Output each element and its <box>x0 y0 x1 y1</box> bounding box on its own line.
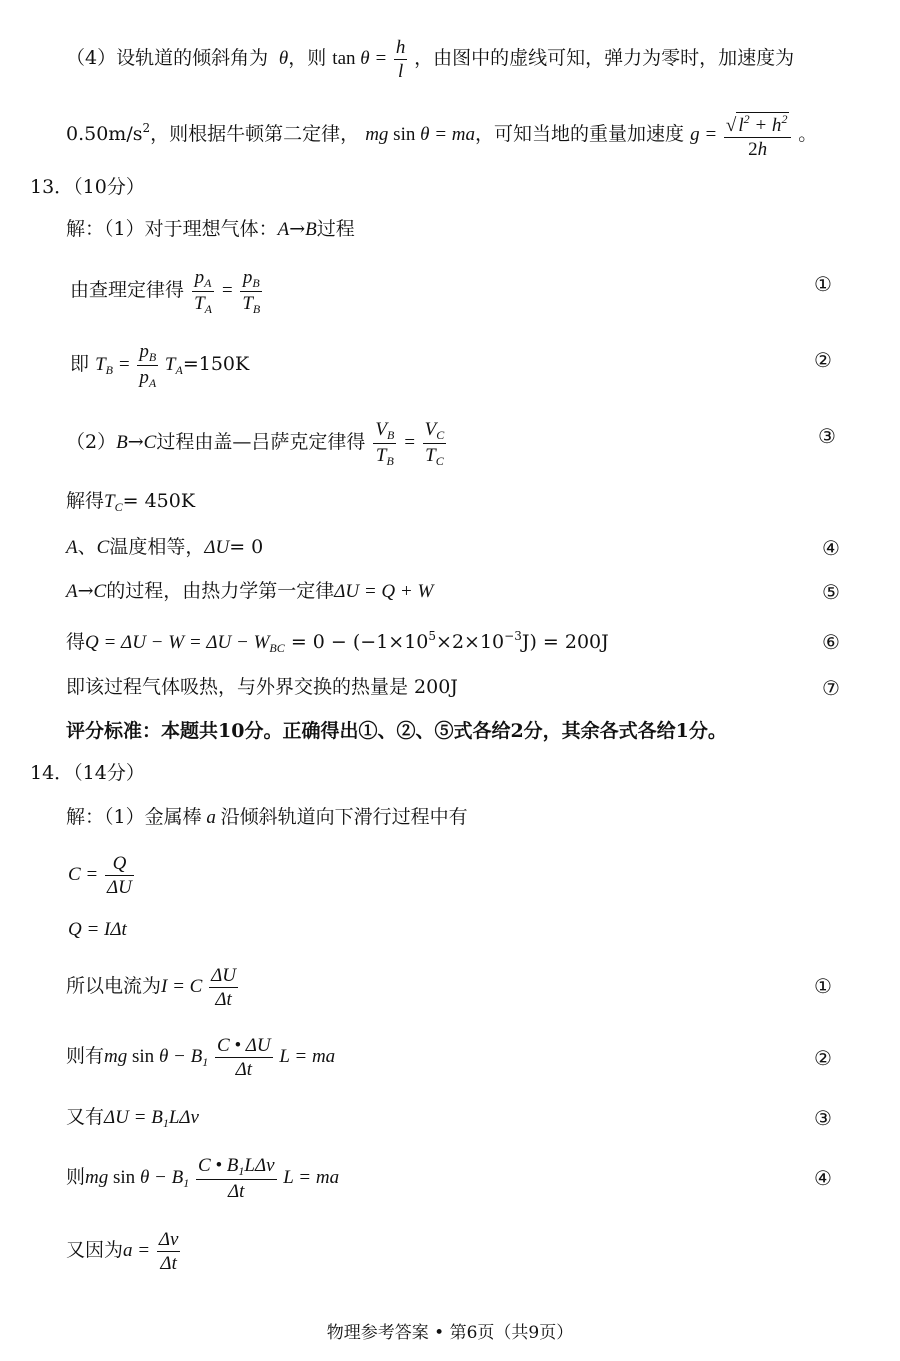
text-line: 解：（1）对于理想气体：A→B过程 <box>66 218 355 240</box>
text: 过程 <box>316 218 355 240</box>
text: 过程由盖—吕萨克定律得 <box>156 430 366 453</box>
text: 的过程，由热力学第一定律 <box>106 580 335 602</box>
text: 则有 <box>66 1044 105 1067</box>
equation-line: 则mg $\sin \theta - B_1$ $\frac{C • B_1L\Delta v}{\Delta t}$ L = ma <box>66 1155 340 1202</box>
text: （4）设轨道的倾斜角为 <box>66 46 269 69</box>
text: = 0 <box>229 536 264 558</box>
text-line: A、C温度相等，ΔU= 0 <box>66 536 264 558</box>
text: 解：（1）金属棒 <box>66 806 202 828</box>
formula: mg sin θ = ma <box>365 123 475 145</box>
equation-number: ④ <box>814 1166 832 1190</box>
text: 0.50m/s <box>66 122 143 145</box>
equation-number: ④ <box>822 536 840 560</box>
text: 得 <box>66 631 86 653</box>
text: ×2×10 <box>436 631 505 653</box>
equation-number: ⑤ <box>822 580 840 604</box>
scoring-criteria: 评分标准：本题共10分。正确得出①、②、⑤式各给2分，其余各式各给1分。 <box>66 720 727 742</box>
text-line: 即该过程气体吸热，与外界交换的热量是 200J <box>66 676 458 698</box>
text: 所以电流为 <box>66 974 162 997</box>
text: J) = 200J <box>521 631 609 653</box>
equation-number: ⑦ <box>822 676 840 700</box>
page-footer: 物理参考答案 • 第6页（共9页） <box>326 1323 574 1343</box>
equation-number: ② <box>814 1046 832 1070</box>
question-heading: 13．（10分） <box>30 176 145 198</box>
equation-line: 即 $T_B$ = $\frac{p_B}{p_A}$ $T_A=150K$ <box>70 341 250 390</box>
equation-line: 又因为a = $\frac{\Delta v}{\Delta t}$ <box>66 1229 179 1274</box>
text: 由查理定律得 <box>70 278 185 301</box>
equation-line: 得$Q = \Delta U - W = \Delta U - W_{BC} = 0 - (-1\times 10^5\times 2\times 10^{-3}J) = 200J$ <box>66 629 609 655</box>
text: 则 <box>66 1165 86 1188</box>
text: ，由图中的虚线可知，弹力为零时，加速度为 <box>414 46 795 69</box>
text: 解：（1）对于理想气体： <box>66 218 278 240</box>
equation-number: ① <box>814 974 832 998</box>
text: 又有 <box>66 1106 105 1128</box>
text-line: A→C的过程，由热力学第一定律ΔU = Q + W <box>66 580 434 602</box>
text: ，则 <box>288 46 327 69</box>
formula: g = $\frac{√ l^2 + h^2}{2h}$ <box>690 124 798 145</box>
equation-line: Q = IΔt <box>68 919 127 940</box>
equation-line: 由查理定律得 $\frac{p_A}{T_A}$ = $\frac{p_B}{T_B}$ <box>70 267 261 316</box>
formula: tan θ = $\frac{h}{l}$ <box>332 37 406 82</box>
text: 又因为 <box>66 1238 124 1261</box>
equation-number: ③ <box>818 424 836 448</box>
formula: θ <box>274 47 289 69</box>
text-line <box>66 38 794 81</box>
text: 温度相等， <box>109 536 205 558</box>
text: （2） <box>66 430 117 453</box>
equation-line: 则有mg $\sin \theta - B_1$ $\frac{C • \Delta U}{\Delta t}$ L = ma <box>66 1035 336 1080</box>
equation-line: C = $\frac{Q}{\Delta U}$ <box>68 853 132 898</box>
equation-line: 又有$\Delta U = B_1L\Delta v$ <box>66 1106 199 1130</box>
text-line: $0.50m/s^2$，则根据牛顿第二定律， mg sin θ = ma，可知当地的重量加速度 g = $\frac{√ l^2 + h^2}{2h}$ 。 <box>66 112 818 160</box>
text: = 450K <box>122 490 196 512</box>
text-line: 解：（1）金属棒 a 沿倾斜轨道向下滑行过程中有 <box>66 806 468 828</box>
question-heading: 14．（14分） <box>30 762 145 784</box>
text: 解得 <box>66 490 105 512</box>
equation-number: ① <box>814 272 832 296</box>
text: ，则根据牛顿第二定律， <box>150 122 360 145</box>
text: = 0 − (−1×10 <box>290 631 429 653</box>
equation-line: 所以电流为I = C $\frac{\Delta U}{\Delta t}$ <box>66 965 236 1010</box>
text: ，可知当地的重量加速度 <box>475 122 685 145</box>
equation-number: ③ <box>814 1106 832 1130</box>
equation-number: ② <box>814 348 832 372</box>
equation-number: ⑥ <box>822 630 840 654</box>
text: 沿倾斜轨道向下滑行过程中有 <box>220 806 468 828</box>
text: =150K <box>182 352 250 375</box>
equation-line: 解得$T_C= 450K$ <box>66 490 196 514</box>
text: 即 <box>70 352 90 375</box>
equation-line: （2）B→C过程由盖—吕萨克定律得 $\frac{V_B}{T_B}$ = $\frac{V_C}{T_C}$ <box>66 419 445 468</box>
